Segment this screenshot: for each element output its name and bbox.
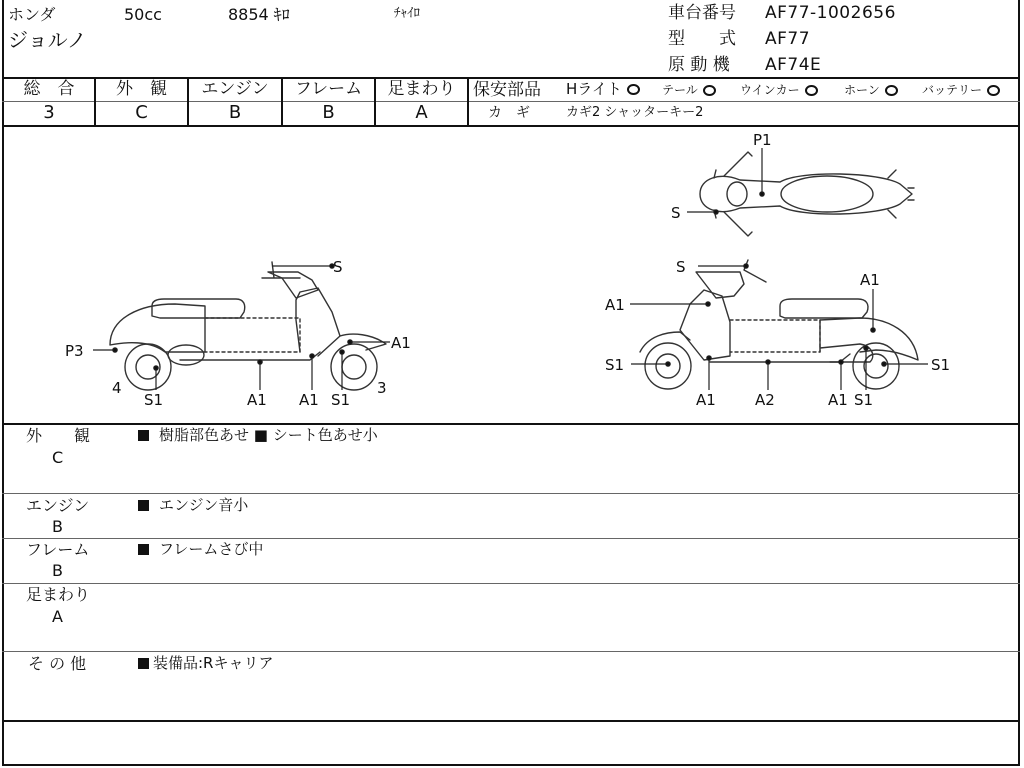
label-left-a1-lower: A1: [299, 391, 319, 409]
left-a1-front-dot: [348, 340, 352, 344]
part-taillight: [662, 84, 716, 96]
right-rear-body: [820, 318, 918, 360]
ok-circle-icon: [805, 85, 818, 96]
right-s-dot: [744, 264, 748, 268]
remark-frame-body: フレームさび中: [159, 540, 264, 558]
label-right-a1-fender: A1: [605, 296, 625, 314]
grade-value-exterior: C: [135, 102, 148, 123]
bullet-square-icon: [138, 544, 149, 555]
key-label: カ ギ: [488, 105, 530, 121]
divider-diagram-bottom: [2, 423, 1020, 425]
label-left-p3: P3: [65, 342, 84, 360]
displacement: 50cc: [124, 5, 162, 24]
engine-label: 原 動 機: [668, 55, 730, 75]
remark-other-text: [138, 656, 273, 671]
ok-circle-icon: [987, 85, 1000, 96]
grade-label-engine: エンジン: [201, 79, 269, 99]
right-floor: [730, 320, 820, 352]
grade-label-exterior: 外 観: [116, 79, 167, 99]
right-a1-body-dot: [871, 328, 875, 332]
top-p1-dot: [760, 192, 764, 196]
label-right-a2: A2: [755, 391, 775, 409]
grade-value-suspension: A: [415, 102, 428, 123]
bullet-square-icon: [138, 500, 149, 511]
label-left-s1-rear: S1: [144, 391, 164, 409]
remark-exterior-grade: C: [52, 448, 64, 467]
left-a1-lower-dot: [310, 354, 314, 358]
left-muffler: [168, 345, 204, 365]
remark-exterior-body: 樹脂部色あせ ■ シート色あせ小: [159, 426, 378, 444]
part-headlight: [566, 82, 640, 97]
left-front-hub: [342, 355, 366, 379]
label-left-s: S: [333, 258, 343, 276]
part-horn-label: ホーン: [844, 83, 880, 97]
frame-no-label: 車台番号: [668, 3, 736, 23]
grade-label-overall: 総 合: [23, 79, 75, 99]
label-right-s: S: [676, 258, 686, 276]
remark-exterior-text: [138, 428, 378, 443]
right-a1-low-dot: [839, 360, 843, 364]
remark-engine-title: エンジン: [26, 496, 90, 515]
right-a1-fender-dot: [706, 302, 710, 306]
type-label: 型 式: [668, 29, 736, 49]
left-s1-rear-dot: [154, 366, 158, 370]
part-taillight-label: テール: [662, 83, 698, 97]
grade-value-overall: 3: [43, 102, 55, 123]
part-battery: [922, 84, 1000, 96]
label-right-a1-body: A1: [860, 271, 880, 289]
label-right-s1-low: S1: [854, 391, 874, 409]
left-front-wheel: [331, 344, 377, 390]
divider-remark-3: [2, 583, 1020, 584]
left-p3-dot: [113, 348, 117, 352]
label-left-s1-front: S1: [331, 391, 351, 409]
right-handle-cover: [696, 272, 744, 298]
right-a1-bottom-dot: [707, 356, 711, 360]
left-seat: [152, 299, 245, 318]
ok-circle-icon: [885, 85, 898, 96]
remark-exterior-title: 外 観: [26, 426, 91, 445]
part-winker: [740, 84, 818, 96]
scooter-diagram: [0, 126, 1024, 424]
right-s1-rear-dot: [882, 362, 886, 366]
label-right-a1-bottom: A1: [696, 391, 716, 409]
label-right-s1-front: S1: [605, 356, 625, 374]
right-floor-bottom: [710, 354, 850, 362]
left-s1-front-dot: [340, 350, 344, 354]
top-tail: [888, 170, 914, 218]
label-left-a1-front: A1: [391, 334, 411, 352]
grade-label-suspension: 足まわり: [387, 79, 456, 99]
remark-engine-text: [138, 498, 248, 513]
engine-value: AF74E: [765, 55, 822, 75]
top-s-dot: [714, 210, 718, 214]
model-name: ジョルノ: [8, 28, 87, 52]
left-handlebar: [262, 262, 300, 278]
part-headlight-label: Hライト: [566, 80, 622, 98]
label-left-3: 3: [377, 379, 387, 397]
remark-other-body: 装備品:Rキャリア: [153, 654, 274, 672]
divider-remark-end: [2, 720, 1020, 722]
parts-title: 保安部品: [473, 80, 541, 100]
remark-engine-grade: B: [52, 517, 63, 536]
grade-label-frame: フレーム: [294, 79, 363, 99]
grade-sep-5: [467, 77, 469, 126]
part-battery-label: バッテリー: [922, 83, 983, 97]
ok-circle-icon: [627, 84, 640, 95]
label-top-s: S: [671, 204, 681, 222]
left-floor: [205, 318, 300, 352]
label-right-s1-rear: S1: [931, 356, 951, 374]
left-legshield: [296, 288, 340, 356]
left-floor-bottom: [180, 352, 320, 360]
remark-suspension-title: 足まわり: [26, 585, 91, 604]
grade-value-frame: B: [322, 102, 335, 123]
label-left-a1-floor: A1: [247, 391, 267, 409]
left-a1-floor-dot: [258, 360, 262, 364]
right-legshield: [680, 290, 730, 360]
remark-frame-grade: B: [52, 561, 63, 580]
color: ﾁｬｲﾛ: [394, 6, 420, 21]
label-left-4: 4: [112, 379, 122, 397]
right-a2-dot: [766, 360, 770, 364]
frame-no: AF77-1002656: [765, 3, 896, 23]
mileage: 8854 ｷﾛ: [228, 5, 290, 24]
bullet-square-icon: [138, 430, 149, 441]
key-value: カギ2 シャッターキー2: [566, 105, 704, 120]
top-headlight: [727, 182, 747, 206]
divider-parts-mid: [468, 101, 1020, 102]
remark-suspension-grade: A: [52, 607, 63, 626]
divider-remark-2: [2, 538, 1020, 539]
remark-frame-text: [138, 542, 263, 557]
top-body: [700, 174, 912, 214]
top-seat: [781, 176, 873, 212]
ok-circle-icon: [703, 85, 716, 96]
type-value: AF77: [765, 29, 811, 49]
part-winker-label: ウインカー: [740, 83, 800, 97]
top-handlebar: [724, 152, 752, 236]
remark-engine-body: エンジン音小: [159, 496, 249, 514]
right-handlebar: [744, 260, 766, 282]
right-s1-low-dot: [864, 346, 868, 350]
part-horn: [844, 84, 898, 96]
grade-value-engine: B: [228, 102, 242, 123]
right-seat: [780, 299, 868, 318]
right-s1-front-dot: [666, 362, 670, 366]
bullet-square-icon: [138, 658, 149, 669]
remark-frame-title: フレーム: [26, 540, 90, 559]
label-top-p1: P1: [753, 131, 772, 149]
left-handle-cover: [268, 272, 318, 298]
maker: ホンダ: [8, 5, 56, 24]
label-right-a1-low: A1: [828, 391, 848, 409]
divider-remark-4: [2, 651, 1020, 652]
remark-other-title: そ の 他: [28, 654, 87, 673]
divider-remark-1: [2, 493, 1020, 494]
